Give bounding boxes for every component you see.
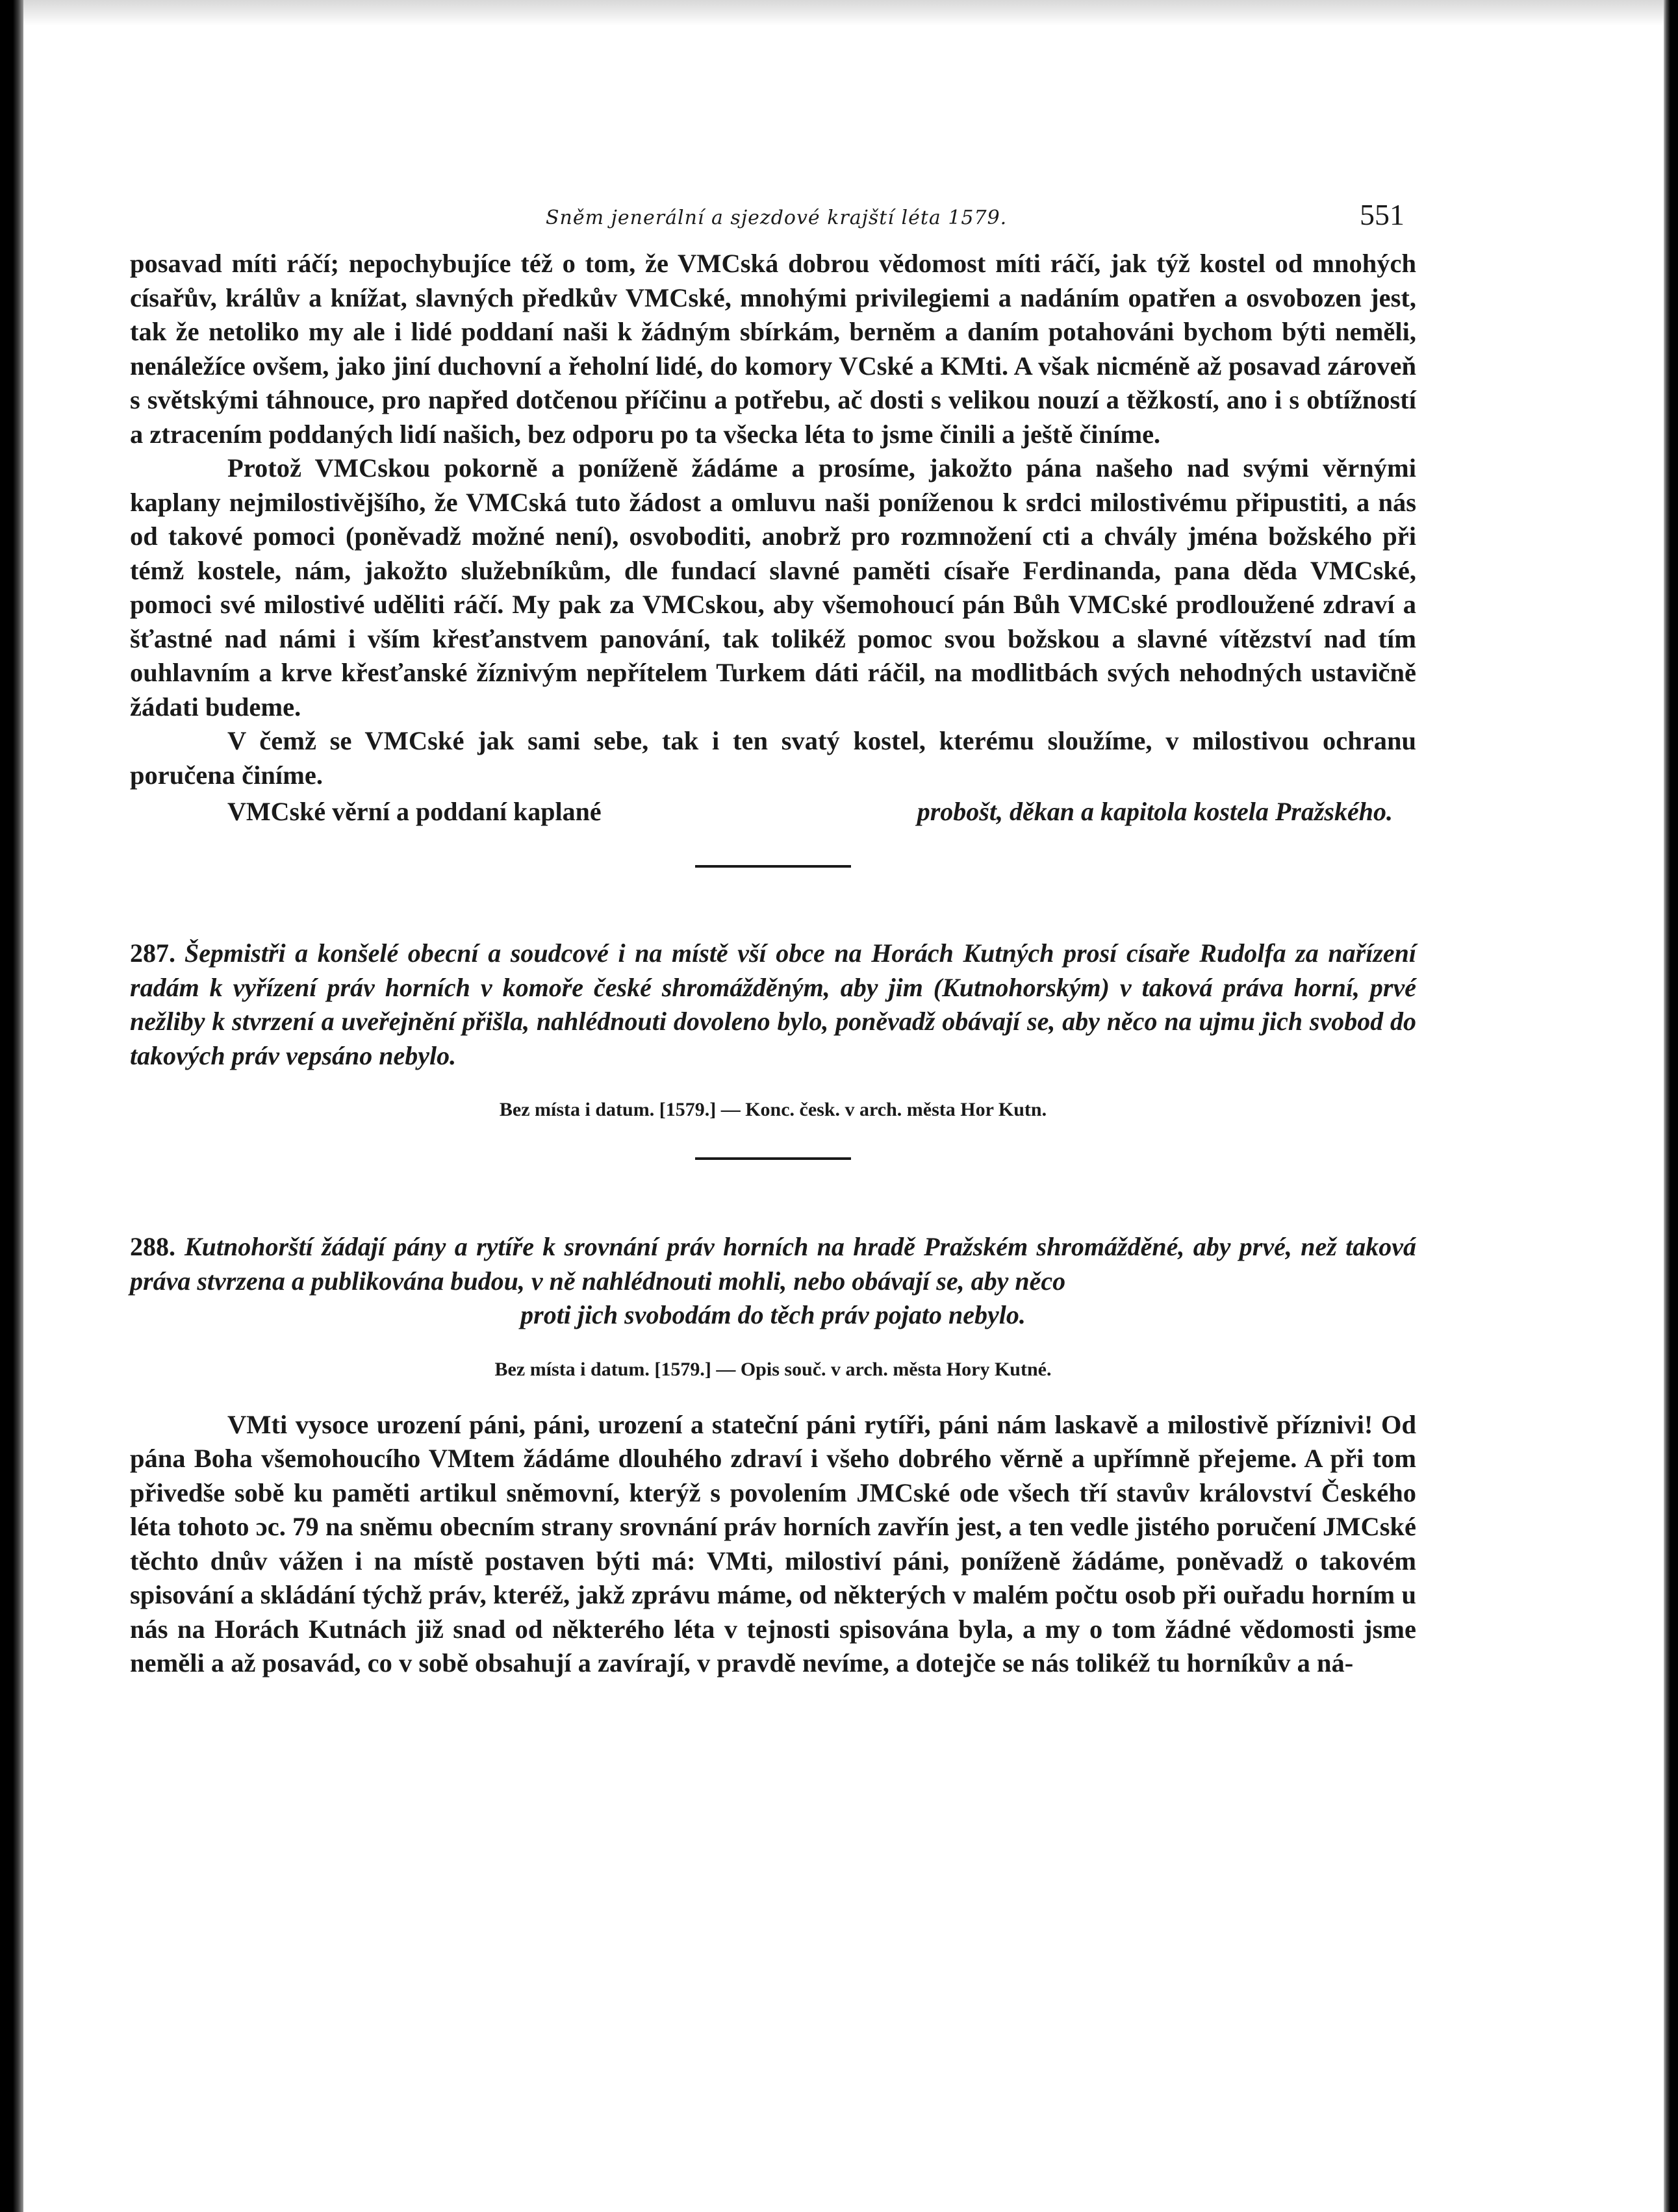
document-288-regest-text: Kutnohorští žádají pány a rytíře k srovnání práv horních na hradě Pražském shromážděné, aby prvé, než taková práva stvrzena a publikována budou, v ně nahlédnouti mohli, nebo obávají se, aby něco: [130, 1232, 1416, 1296]
document-288-source: Bez místa i datum. [1579.] — Opis souč. v arch. města Hory Kutné.: [494, 1358, 1052, 1380]
body-paragraph-1: posavad míti ráčí; nepochybujíce též o tom, že VMCská dobrou vědomost míti ráčí, jak týž kostel od mnohých císařův, králův a knížat, slavných předkův VMCské, mnohými privilegiemi a nadáním opatřen a osvobozen jest, tak že netoliko my ale i lidé poddaní naši k žádným sbírkám, berněm a daním potahováni bychom býti neměli, nenáležíce ovšem, jako jiní duchovní a řeholní lidé, do komory VCské a KMti. A však nicméně až posavad zároveň s světskými táhnouce, pro napřed dotčenou příčinu a potřebu, ač dosti s velikou nouzí a těžkostí, ano i s obtížností a ztracením poddaných lidí našich, bez odporu po ta všecka léta to jsme činili a ještě činíme.: [130, 249, 1416, 449]
body-paragraph-2: Protož VMCskou pokorně a poníženě žádáme a prosíme, jakožto pána našeho nad svými věrnými kaplany nejmilostivějšího, že VMCská tuto žádost a omluvu naši poníženou k srdci milostivému připustiti, a nás od takové pomoci (poněvadž možné není), osvoboditi, anobrž pro rozmnožení cti a chvály jména božského při témž kostele, nám, jakožto služebníkům, dle fundací slavné paměti císaře Ferdinanda, pana děda VMCské, pomoci své milostivé uděliti ráčí. My pak za VMCskou, aby všemohoucí pán Bůh VMCské prodloužené zdraví a šťastné nad námi i vším křesťanstvem panování, tak tolikéž pomoc svou božskou a slavné vítězství nad tím ouhlavním a krve křesťanské žíznivým nepřítelem Turkem dáti ráčil, na modlitbách svých nehodných ustavičně žádati budeme.: [130, 453, 1416, 722]
running-title: Sněm jenerální a sjezdové krajští léta 1579.: [546, 207, 1008, 229]
scan-right-edge: [1664, 0, 1678, 2212]
signature-line: [130, 795, 1416, 829]
body-paragraph-3: V čemž se VMCské jak sami sebe, tak i ten svatý kostel, kterému sloužíme, v milostivou ochranu poručena činíme.: [130, 726, 1416, 790]
document-287-source: Bez místa i datum. [1579.] — Konc. česk. v arch. města Hor Kutn.: [499, 1099, 1047, 1120]
document-288-number: 288.: [130, 1232, 175, 1261]
scan-left-edge: [0, 0, 23, 2212]
document-287-regest-text: Šepmistři a konšelé obecní a soudcové i na místě vší obce na Horách Kutných prosí císaře Rudolfa za nařízení radám k vyřízení práv horních v komoře české shromážděným, aby jim (Kutnohorským) v taková práva horní, prvé nežliby k stvrzení a uveřejnění přišla, nahlédnouti dovoleno bylo, poněvadž obávají se, aby něco na ujmu jich svobod do takových práv vepsáno nebylo.: [130, 938, 1416, 1070]
page-number: 551: [1360, 198, 1405, 231]
document-287-number: 287.: [130, 938, 175, 968]
document-288-text: VMti vysoce urození páni, páni, urození a stateční páni rytíři, páni nám laskavě a milostivě příznivi! Od pána Boha všemohoucího VMtem žádáme dlouhého zdraví i všeho dobrého věrně a upřímně přejeme. A při tom přivedše sobě ku paměti artikul sněmovní, kterýž s povolením JMCské ode všech tří stavův království Českého léta tohoto ɔc. 79 na sněmu obecním strany srovnání práv horních zavřín jest, a ten vedle jistého poručení JMCské těchto dnův vážen i na místě postaven býti má: VMti, milostiví páni, poníženě žádáme, poněvadž o takovém spisování a skládání týchž práv, kteréž, jakž zprávu máme, od některých v malém počtu osob při ouřadu horním u nás na Horách Kutnách již snad od některého léta v tejnosti spisována byla, a my o tom žádné vědomosti jsme neměli a až posavád, co v sobě obsahují a zavírají, v pravdě nevíme, a dotejče se nás tolikéž tu horníkův a ná-: [130, 1409, 1416, 1678]
signature-left: VMCské věrní a poddaní kaplané: [227, 797, 602, 826]
running-head: [130, 195, 1416, 247]
document-287-regest: [130, 936, 1416, 1073]
signature-right: probošt, děkan a kapitola kostela Pražského.: [917, 797, 1393, 826]
document-288-regest-end: proti jich svobodám do těch práv pojato nebylo.: [520, 1300, 1026, 1329]
document-288-regest: [130, 1230, 1416, 1298]
page-content: [130, 195, 1416, 1681]
section-divider: [695, 865, 851, 868]
scan-top-shadow: [23, 0, 1664, 26]
section-divider: [695, 1157, 851, 1160]
